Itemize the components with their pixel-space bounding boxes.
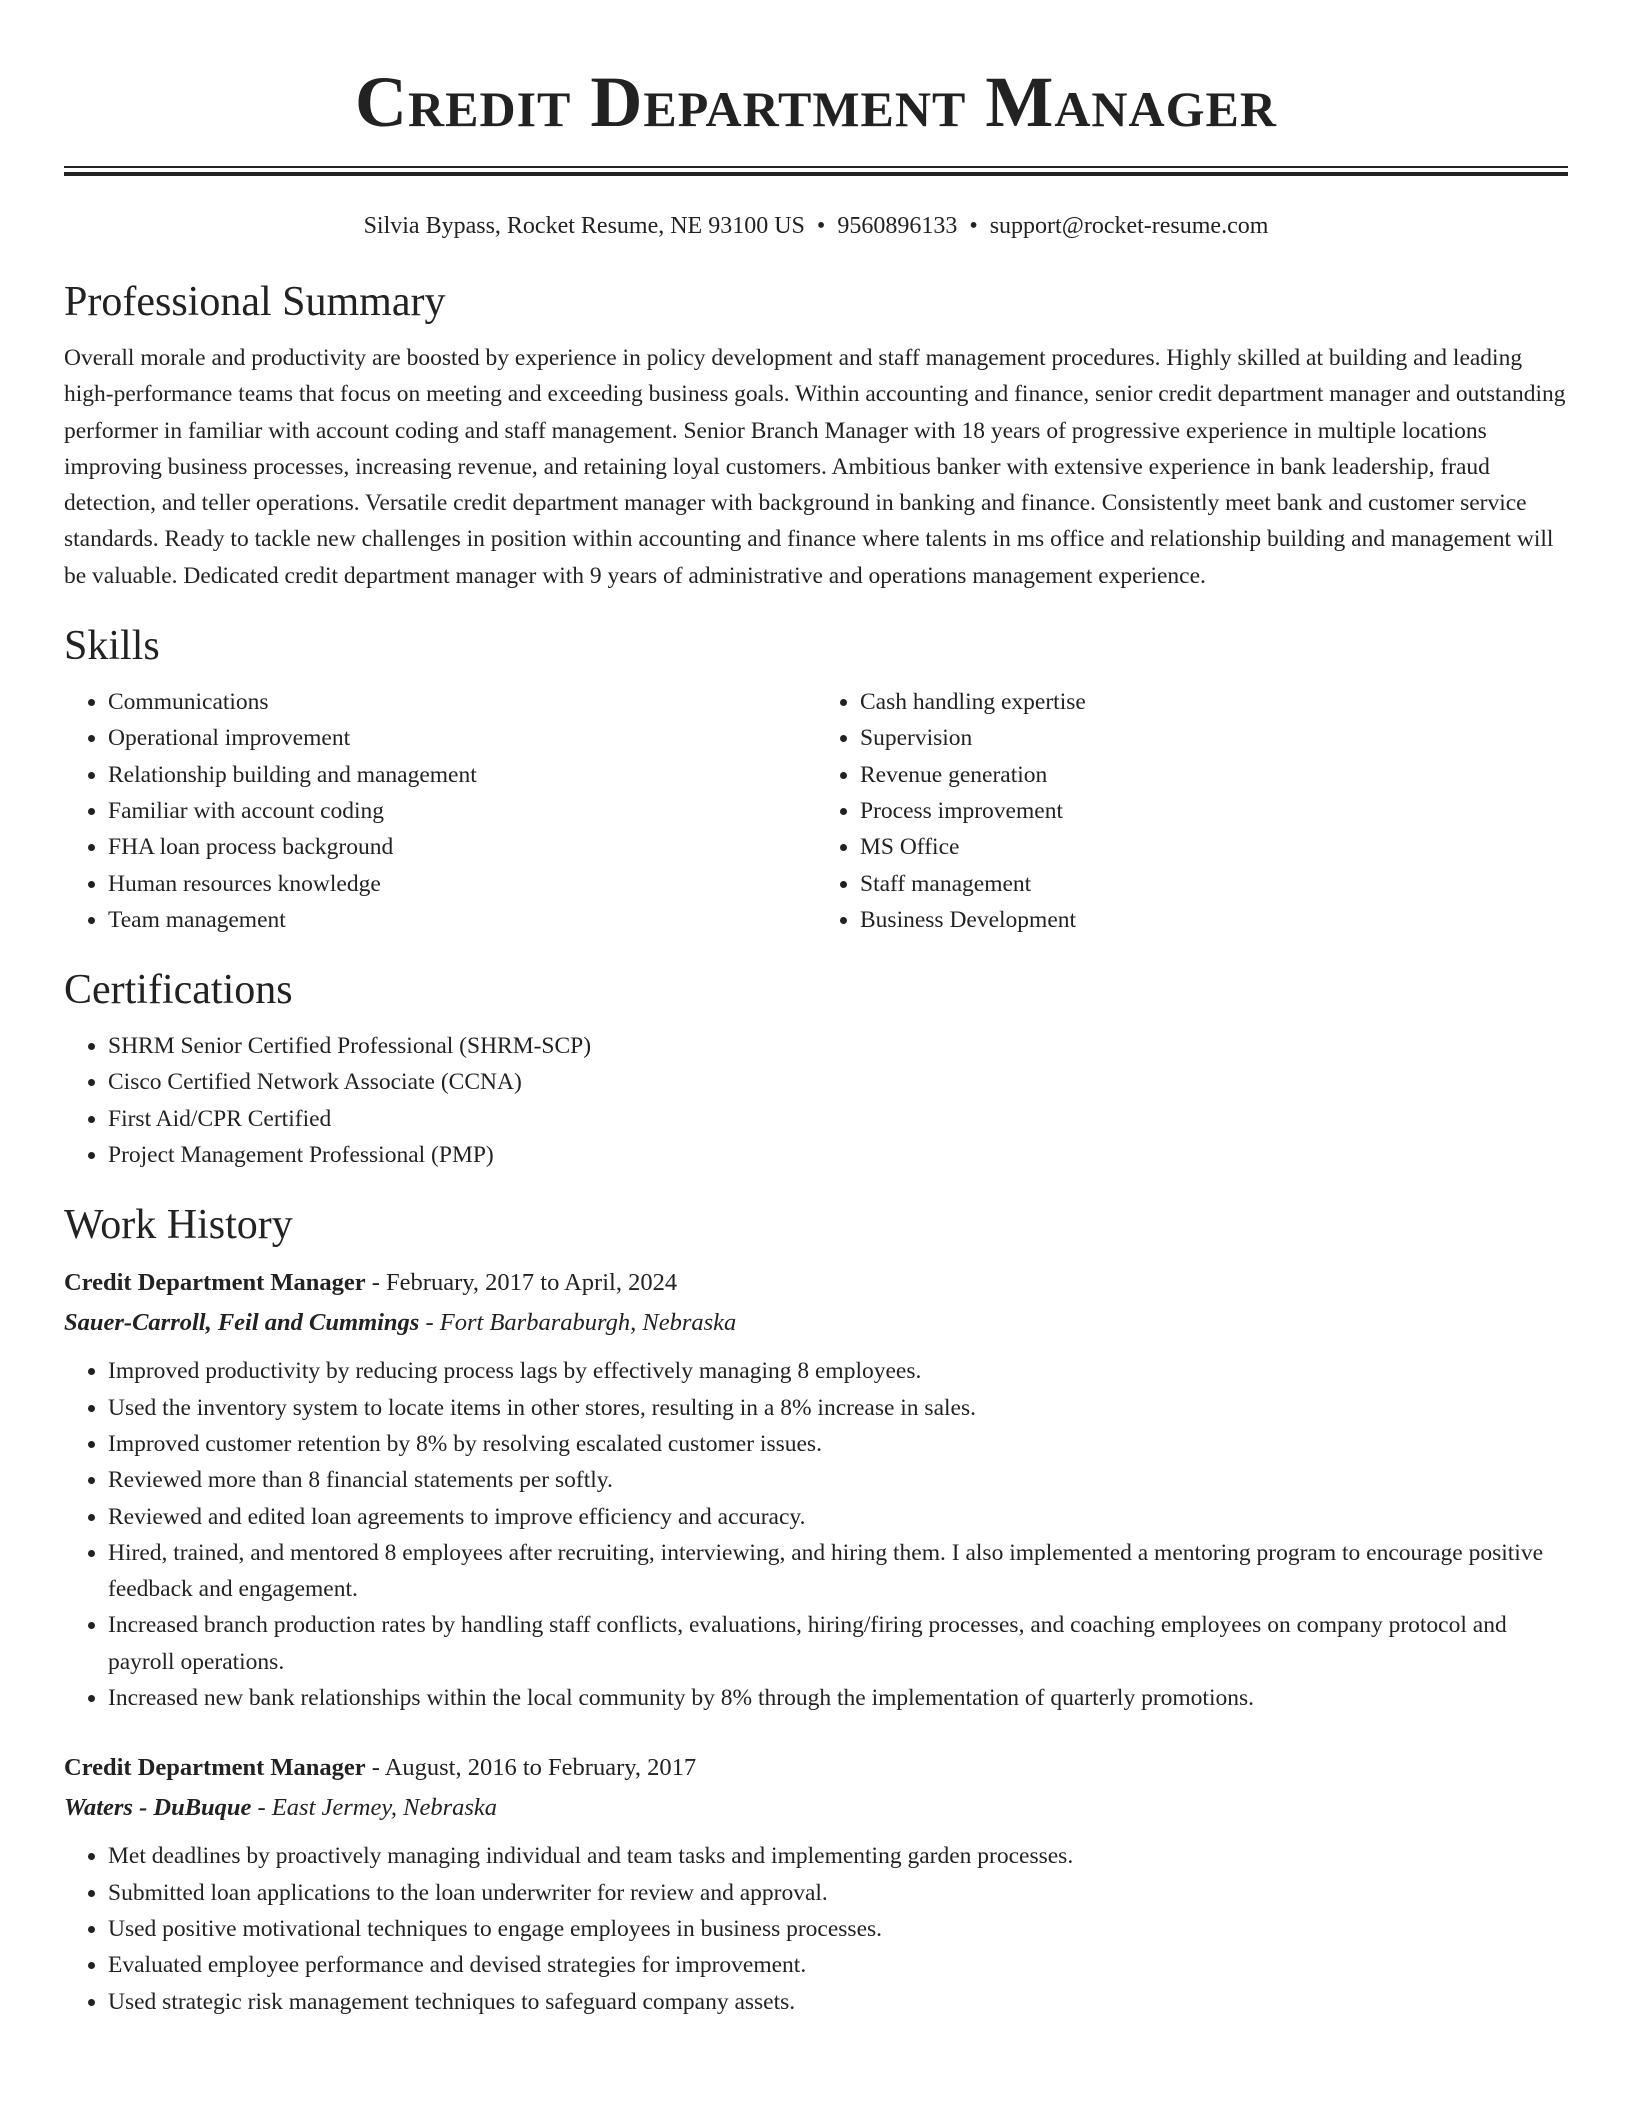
job-title-line xyxy=(64,1748,1568,1788)
skill-item: • Staff management xyxy=(860,866,1568,902)
job-bullet: • Reviewed more than 8 financial statements per softly. xyxy=(108,1462,1568,1498)
title-divider xyxy=(64,166,1568,176)
job-bullet: • Used strategic risk management techniques to safeguard company assets. xyxy=(108,1984,1568,2020)
summary-text: Overall morale and productivity are boosted by experience in policy development and staff management procedures. Highly skilled at building and leading high-performance teams that focus on meeting and exceeding business goals. Within accounting and finance, senior credit department manager and outstanding performer in familiar with account coding and staff management. Senior Branch Manager with 18 years of progressive experience in multiple locations improving business processes, increasing revenue, and retaining loyal customers. Ambitious banker with extensive experience in bank leadership, fraud detection, and teller operations. Versatile credit department manager with background in banking and finance. Consistently meet bank and customer service standards. Ready to tackle new challenges in position within accounting and finance where talents in ms office and relationship building and management will be valuable. Dedicated credit department manager with 9 years of administrative and operations management experience. xyxy=(64,345,1566,589)
job-bullet: • Hired, trained, and mentored 8 employees after recruiting, interviewing, and hiring them. I also implemented a mentoring program to encourage positive feedback and engagement. xyxy=(108,1535,1568,1608)
job-bullets xyxy=(64,1353,1568,1716)
certification-item: • Project Management Professional (PMP) xyxy=(108,1137,1568,1173)
certification-item: • SHRM Senior Certified Professional (SHRM-SCP) xyxy=(108,1028,1568,1064)
job-company: Waters - DuBuque xyxy=(64,1794,252,1822)
contact-separator: • xyxy=(816,213,826,239)
job-company-line xyxy=(64,1788,1568,1828)
skill-item: • Supervision xyxy=(860,720,1568,756)
skill-item: • Process improvement xyxy=(860,793,1568,829)
skill-item: • Operational improvement xyxy=(108,720,816,756)
job-bullet: • Increased new bank relationships within the local community by 8% through the implementation of quarterly promotions. xyxy=(108,1680,1568,1716)
skill-item: • Cash handling expertise xyxy=(860,684,1568,720)
job-bullet: • Evaluated employee performance and devised strategies for improvement. xyxy=(108,1947,1568,1983)
skill-item: • Business Development xyxy=(860,902,1568,938)
skill-item: • FHA loan process background xyxy=(108,829,816,865)
job-title: Credit Department Manager xyxy=(64,1269,366,1297)
certification-item: • Cisco Certified Network Associate (CCNA) xyxy=(108,1064,1568,1100)
certifications-list xyxy=(64,1028,1568,1173)
job-bullet: • Used positive motivational techniques to engage employees in business processes. xyxy=(108,1911,1568,1947)
resume-title: Credit Department Manager xyxy=(355,62,1277,142)
job-title: Credit Department Manager xyxy=(64,1754,366,1782)
skills-list-right xyxy=(816,684,1568,938)
job-entry xyxy=(64,1263,1568,1716)
job-company-line xyxy=(64,1303,1568,1343)
skill-item: • Familiar with account coding xyxy=(108,793,816,829)
work-history-heading: Work History xyxy=(64,1202,293,1249)
certifications-heading: Certifications xyxy=(64,967,293,1014)
skill-item: • Relationship building and management xyxy=(108,757,816,793)
job-entry xyxy=(64,1748,1568,2019)
contact-email[interactable]: support@rocket-resume.com xyxy=(989,213,1269,239)
job-bullet: • Used the inventory system to locate items in other stores, resulting in a 8% increase in sales. xyxy=(108,1390,1568,1426)
skill-item: • Team management xyxy=(108,902,816,938)
skill-item: • MS Office xyxy=(860,829,1568,865)
certification-item: • First Aid/CPR Certified xyxy=(108,1101,1568,1137)
job-bullet: • Increased branch production rates by handling staff conflicts, evaluations, hiring/firing processes, and coaching employees on company protocol and payroll operations. xyxy=(108,1607,1568,1680)
skills-heading: Skills xyxy=(64,623,160,670)
contact-phone[interactable]: 9560896133 xyxy=(837,213,958,239)
contact-separator: • xyxy=(969,213,978,239)
job-bullet: • Submitted loan applications to the loan underwriter for review and approval. xyxy=(108,1875,1568,1911)
job-bullets xyxy=(64,1838,1568,2019)
job-dates: - August, 2016 to February, 2017 xyxy=(365,1754,697,1782)
job-dates: - February, 2017 to April, 2024 xyxy=(365,1269,678,1297)
skills-list-left xyxy=(64,684,816,938)
skills-columns xyxy=(64,684,1568,938)
job-company: Sauer-Carroll, Feil and Cummings xyxy=(64,1309,420,1337)
contact-address: Silvia Bypass, Rocket Resume, NE 93100 US xyxy=(363,213,805,239)
job-location: - Fort Barbaraburgh, Nebraska xyxy=(419,1309,737,1337)
job-location: - East Jermey, Nebraska xyxy=(251,1794,498,1822)
skill-item: • Revenue generation xyxy=(860,757,1568,793)
skill-item: • Communications xyxy=(108,684,816,720)
job-bullet: • Improved customer retention by 8% by resolving escalated customer issues. xyxy=(108,1426,1568,1462)
job-title-line xyxy=(64,1263,1568,1303)
skill-item: • Human resources knowledge xyxy=(108,866,816,902)
job-bullet: • Improved productivity by reducing process lags by effectively managing 8 employees. xyxy=(108,1353,1568,1389)
summary-heading: Professional Summary xyxy=(64,279,446,325)
contact-line xyxy=(64,210,1568,242)
job-bullet: • Met deadlines by proactively managing individual and team tasks and implementing garden processes. xyxy=(108,1838,1568,1874)
job-bullet: • Reviewed and edited loan agreements to improve efficiency and accuracy. xyxy=(108,1499,1568,1535)
